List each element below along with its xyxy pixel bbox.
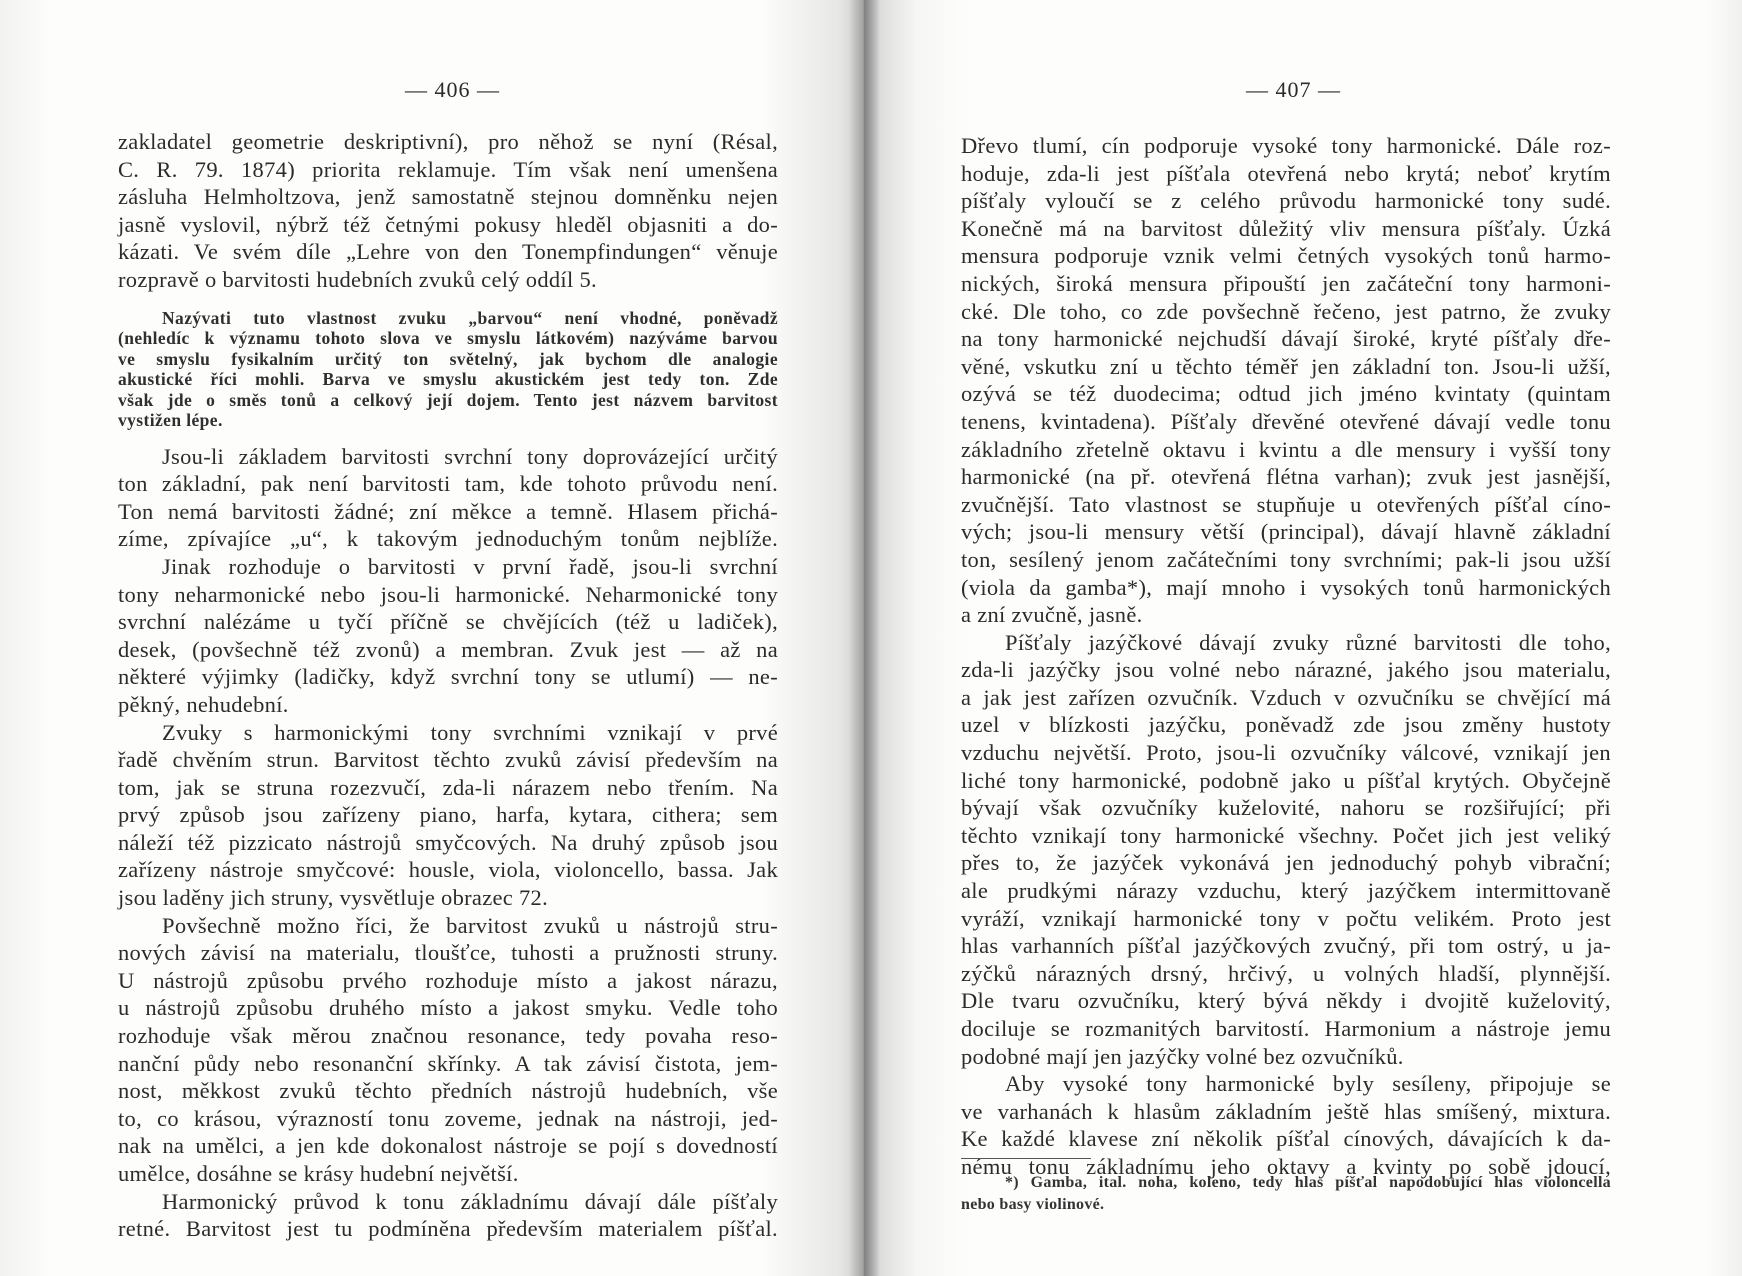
text-line: vzduchu největší. Proto, jsou-li ozvučníky válcové, vznikají jen xyxy=(961,740,1611,766)
text-line: cké. Dle toho, co zde povšechně řečeno, jest patrno, že zvuky xyxy=(961,298,1611,324)
text-line: zda-li jazýčky jsou volné nebo nárazné, jakého jsou materialu, xyxy=(961,657,1611,683)
text-line: mensura podporuje vznik velmi četných vysokých tonů harmo- xyxy=(961,243,1611,269)
text-line: kázati. Ve svém díle „Lehre von den Tonempfindungen“ věnuje xyxy=(118,239,778,265)
text-line: zvučnější. Tato vlastnost se stupňuje u otevřených píšťal cíno- xyxy=(961,491,1611,517)
text-line: u nástrojů způsobu druhého místo a jakost smyku. Vedle toho xyxy=(118,995,778,1021)
text-line: řadě chvěním strun. Barvitost těchto zvuků závisí především na xyxy=(118,747,778,773)
text-line: ozývá se též duodecima; odtud jich jméno kvintaty (quintam xyxy=(961,381,1611,407)
text-line: nému tonu základnímu jeho oktavy a kvinty po sobě jdoucí, xyxy=(961,1153,1611,1179)
text-line: a zní zvučně, jasně. xyxy=(961,602,1143,628)
text-line: nických, široká mensura připouští jen začáteční tony harmoni- xyxy=(961,270,1611,296)
text-line: rozpravě o barvitosti hudebních zvuků celý oddíl 5. xyxy=(118,266,597,292)
note-line: vystižen lépe. xyxy=(118,410,223,431)
text-line: tony neharmonické nebo jsou-li harmonické. Neharmonické tony xyxy=(118,581,778,607)
text-line: nost, měkkost zvuků těchto předních nástrojů hudebních, vše xyxy=(118,1078,778,1104)
text-line: tom, jak se struna rozezvučí, zda-li nárazem nebo třením. Na xyxy=(118,774,778,800)
text-line: zařízeny nástroje smyčcové: housle, viola, violoncello, bassa. Jak xyxy=(118,857,778,883)
text-line: C. R. 79. 1874) priorita reklamuje. Tím však není umenšena xyxy=(118,156,778,182)
text-line: vyráží, vznikají harmonické tony v počtu velikém. Proto jest xyxy=(961,905,1611,931)
text-line: bývají však ozvučníky kuželovité, nahoru se rozšiřující; při xyxy=(961,795,1611,821)
text-line: základního zřetelně oktavu i kvintu a dle mensury i vyšší tony xyxy=(961,436,1611,462)
text-line: a jak jest zařízen ozvučník. Vzduch v ozvučníku se chvějící má xyxy=(961,684,1611,710)
text-line: Jsou-li základem barvitosti svrchní tony doprovázející určitý xyxy=(162,443,778,469)
page-number: — 407 — xyxy=(1246,77,1341,102)
text-line: Ke každé klavese zní několik píšťal cínových, dávajících k da- xyxy=(961,1126,1611,1152)
text-line: svrchní nalézáme u tyčí příčně se chvějících (též u ladiček), xyxy=(118,609,778,635)
text-line: uzel v blízkosti jazýčku, poněvadž zde jsou změny hustoty xyxy=(961,712,1611,738)
footnote xyxy=(961,1172,1611,1216)
footnote-line: *) Gamba, ital. noha, koleno, tedy hlas píšťal napodobující hlas violoncella xyxy=(1005,1174,1611,1191)
text-line: hoduje, zda-li jest píšťala otevřená nebo krytá; neboť krytím xyxy=(961,160,1611,186)
text-line: některé výjimky (ladičky, když svrchní tony se utlumí) — ne- xyxy=(118,664,778,690)
text-line: jasně vyslovil, nýbrž též četnými pokusy hleděl objasniti a do- xyxy=(118,211,778,237)
text-line: Harmonický průvod k tonu základnímu dávají dále píšťaly xyxy=(162,1188,778,1214)
text-line: náleží též pizzicato nástrojů smyčcových. Na druhý způsob jsou xyxy=(118,829,778,855)
note-line: akustické říci mohli. Barva ve smyslu akustickém jest tedy ton. Zde xyxy=(118,369,778,390)
text-line: zásluha Helmholtzova, jenž samostatně stejnou domněnku nejen xyxy=(118,184,778,210)
text-line: to, co krásou, výrazností tonu zoveme, jednak na nástroji, jed- xyxy=(118,1105,778,1131)
text-line: těchto vznikají tony harmonické všechny. Počet jich jest veliký xyxy=(961,822,1611,848)
text-line: retné. Barvitost jest tu podmíněna především materialem píšťal. xyxy=(118,1216,778,1242)
text-line: Dle tvaru ozvučníku, který bývá někdy i dvojitě kuželovitý, xyxy=(961,988,1611,1014)
footnote-line: nebo basy violinové. xyxy=(961,1196,1105,1213)
text-line: desek, (povšechně též zvonů) a membran. Zvuk jest — až na xyxy=(118,636,778,662)
right-page-body xyxy=(961,132,1611,1181)
text-line: U nástrojů způsobu prvého rozhoduje místo a jakost nárazu, xyxy=(118,967,778,993)
text-line: Konečně má na barvitost důležitý vliv mensura píšťaly. Úzká xyxy=(961,215,1611,241)
text-line: zakladatel geometrie deskriptivní), pro něhož se nyní (Résal, xyxy=(118,129,778,154)
text-line: rozhoduje však měrou značnou resonance, tedy povaha reso- xyxy=(118,1023,778,1049)
left-page xyxy=(0,0,864,1276)
text-line: pěkný, nehudební. xyxy=(118,691,289,717)
text-line: zýčků nárazných drsný, hrčivý, u volných hladší, plynnější. xyxy=(961,960,1611,986)
text-line: Zvuky s harmonickými tony svrchními vznikají v prvé xyxy=(162,719,778,745)
text-line: umělce, dosáhne se krásy hudební největší. xyxy=(118,1161,519,1186)
left-page-body xyxy=(118,128,778,1243)
text-line: ale prudkými nárazy vzduchu, který jazýčkem intermittovaně xyxy=(961,878,1611,904)
page-number: — 406 — xyxy=(405,77,500,102)
small-print-note xyxy=(118,308,778,431)
text-line: prvý způsob jsou zařízeny piano, harfa, kytara, cithera; sem xyxy=(118,802,778,828)
footnote-rule xyxy=(961,1158,1091,1159)
text-line: ton základní, pak není barvitosti tam, kde tohoto průvodu není. xyxy=(118,471,778,497)
text-line: dociluje se rozmanitých barvitostí. Harmonium a nástroje jemu xyxy=(961,1016,1611,1041)
text-line: Aby vysoké tony harmonické byly sesíleny, připojuje se xyxy=(1005,1071,1611,1097)
note-line: ve smyslu fysikalním určitý ton světelný, jak bychom dle analogie xyxy=(118,348,778,369)
text-line: Dřevo tlumí, cín podporuje vysoké tony harmonické. Dále roz- xyxy=(961,133,1611,158)
text-line: jsou laděny jich struny, vysvětluje obrazec 72. xyxy=(118,885,549,911)
text-line: hlas varhanních píšťal jazýčkových zvučný, při tom ostrý, u ja- xyxy=(961,933,1611,959)
text-line: věné, vskutku zní u těchto téměř jen základní ton. Jsou-li užší, xyxy=(961,353,1611,379)
text-line: píšťaly vyloučí se z celého průvodu harmonické tony sudé. xyxy=(961,188,1611,214)
text-line: liché tony harmonické, podobně jako u píšťal krytých. Obyčejně xyxy=(961,767,1611,793)
text-line: nanční půdy nebo resonanční skřínky. A tak závisí čistota, jem- xyxy=(118,1050,778,1076)
text-line: přes to, že jazýček vykonává jen jednoduchý pohyb vibrační; xyxy=(961,850,1611,876)
text-line: ve varhanách k hlasům základním ještě hlas smíšený, mixtura. xyxy=(961,1098,1611,1124)
text-line: (viola da gamba*), mají mnoho i vysokých tonů harmonických xyxy=(961,574,1611,600)
text-line: vých; jsou-li mensury větší (principal), dávají hlavně základní xyxy=(961,519,1611,545)
text-line: nak na umělci, a jen kde dokonalost nástroje se pojí s dovedností xyxy=(118,1133,778,1159)
text-line: harmonické (na př. otevřená flétna varhan); zvuk jest jasnější, xyxy=(961,464,1611,490)
note-line: (nehledíc k významu tohoto slova ve smyslu látkovém) nazýváme barvou xyxy=(118,328,778,349)
text-line: zíme, zpívajíce „u“, k takovým jednoduchým tonům nejblíže. xyxy=(118,526,778,552)
text-line: ton, sesílený jenom začátečními tony svrchními; pak-li jsou užší xyxy=(961,546,1611,572)
text-line: podobné mají jen jazýčky volné bez ozvučníků. xyxy=(961,1043,1404,1069)
text-line: nových závisí na materialu, tloušťce, tuhosti a pružnosti struny. xyxy=(118,940,778,966)
note-line: však jde o směs tonů a celkový její dojem. Tento jest názvem barvitost xyxy=(118,389,778,410)
text-line: na tony harmonické nejchudší dávají široké, kryté píšťaly dře- xyxy=(961,326,1611,352)
right-page xyxy=(864,0,1742,1276)
text-line: Jinak rozhoduje o barvitosti v první řadě, jsou-li svrchní xyxy=(162,553,778,579)
text-line: Ton nemá barvitosti žádné; zní měkce a temně. Hlasem přichá- xyxy=(118,498,778,524)
book-gutter xyxy=(848,0,880,1276)
text-line: tenens, kvintadena). Píšťaly dřevěné otevřené dávají vedle tonu xyxy=(961,408,1611,434)
text-line: Píšťaly jazýčkové dávají zvuky různé barvitosti dle toho, xyxy=(1005,629,1611,655)
note-line: Nazývati tuto vlastnost zvuku „barvou“ není vhodné, poněvadž xyxy=(162,307,778,328)
text-line: Povšechně možno říci, že barvitost zvuků u nástrojů stru- xyxy=(162,912,778,938)
